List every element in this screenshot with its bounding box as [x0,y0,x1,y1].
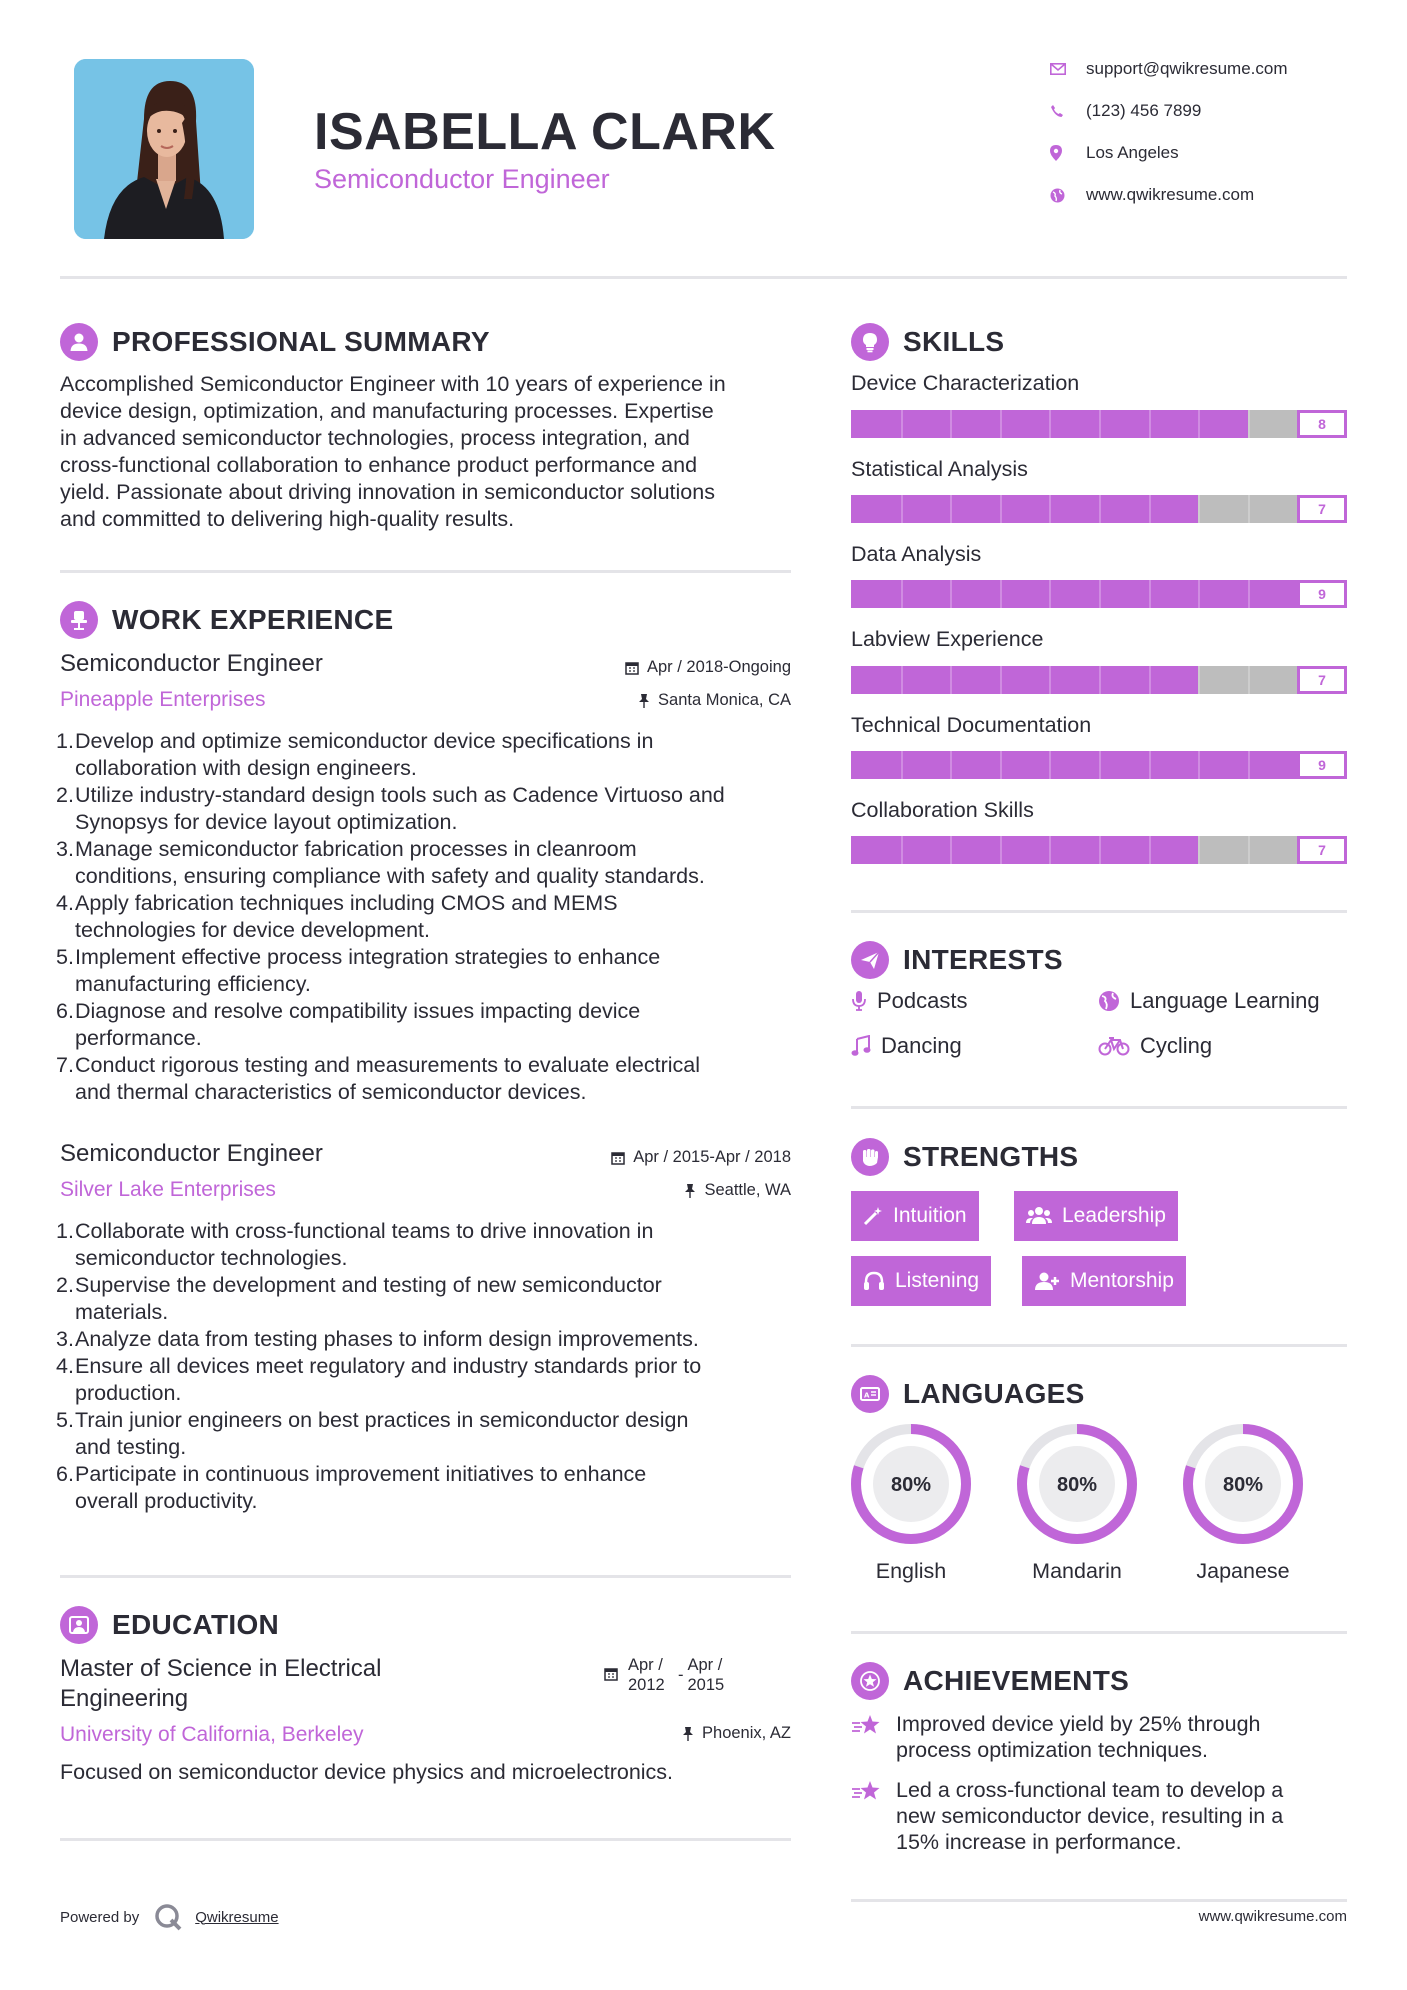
skill-label: Labview Experience [851,627,1044,651]
fist-icon [851,1138,889,1176]
achievements-header [851,1662,1129,1700]
skill-segment-divider [1049,410,1051,438]
skills-header [851,323,1004,361]
headphones-icon [863,1271,885,1291]
skill-segment-divider [1149,666,1151,694]
skill-segment-divider [1149,836,1151,864]
skill-segment-divider [1099,495,1101,523]
skill-segment-divider [1248,495,1250,523]
skill-bar [851,410,1347,438]
skill-value: 9 [1297,580,1347,608]
skill-bar [851,495,1347,523]
skill-segment-divider [1248,580,1250,608]
bicycle-icon [1098,1036,1130,1056]
skill-value: 7 [1297,666,1347,694]
language-ring [850,1423,972,1545]
skill-bar [851,580,1347,608]
skill-segment-divider [1049,580,1051,608]
skill-label: Technical Documentation [851,713,1092,737]
education-divider [60,1838,791,1841]
summary-line: yield. Passionate about driving innovation in semiconductor solutions [60,480,715,504]
list-item: 5. Implement effective process integration strategies to enhance manufacturing efficiency. [56,945,661,996]
music-note-icon [851,1035,871,1057]
strength-label: Intuition [893,1204,967,1227]
skill-segment-divider [1049,666,1051,694]
contact-website[interactable] [1050,185,1254,205]
skills-title: SKILLS [903,326,1005,357]
pushpin-icon [638,694,650,708]
degree-line: Engineering [60,1685,189,1712]
skill-segment-divider [901,666,903,694]
skills-divider [851,910,1347,913]
skill-segment-divider [1248,410,1250,438]
list-item: 1. Develop and optimize semiconductor device specifications in collaboration with design engineers. [56,729,654,780]
globe-icon [1050,188,1086,203]
summary-line: in advanced semiconductor technologies, process integration, and [60,426,690,450]
work-header [60,601,393,639]
job-1-company: Pineapple Enterprises [60,688,266,711]
footer-website[interactable]: www.qwikresume.com [1198,1908,1347,1925]
contact-location [1050,143,1179,163]
skill-segment-divider [1198,580,1200,608]
job-1-dates [625,658,791,677]
education-location-text: Phoenix, AZ [702,1724,791,1742]
skill-segment-divider [1149,495,1151,523]
graduation-icon [60,1606,98,1644]
job-1-location [638,691,791,710]
skill-label: Data Analysis [851,542,982,566]
list-item: 6. Participate in continuous improvement initiatives to enhance overall productivity. [56,1462,647,1513]
skill-segment-divider [1049,751,1051,779]
interest-label: Podcasts [877,988,968,1013]
footer-powered-by [60,1902,279,1932]
globe-icon [1098,990,1120,1012]
languages-title: LANGUAGES [903,1378,1085,1409]
interest-dancing [851,1033,962,1059]
skill-segment-divider [1000,751,1002,779]
lightbulb-icon [851,323,889,361]
job-2-duties [56,1218,796,1515]
user-plus-icon [1034,1271,1060,1291]
summary-header [60,323,490,361]
strength-label: Mentorship [1070,1269,1174,1292]
skill-segment-divider [1149,410,1151,438]
job-2-location [684,1181,791,1200]
skill-segment-divider [950,410,952,438]
email-text: support@qwikresume.com [1086,59,1288,78]
education-end: Apr / 2015 [687,1656,725,1694]
paper-plane-icon [851,941,889,979]
skill-value: 9 [1297,751,1347,779]
list-item: 3. Analyze data from testing phases to inform design improvements. [56,1327,699,1351]
strength-tag-intuition [851,1191,979,1241]
language-ring [1016,1423,1138,1545]
skill-segment-divider [950,666,952,694]
language-name: English [875,1559,947,1583]
skill-fill [851,666,1198,694]
list-item: 2. Utilize industry-standard design tools such as Cadence Virtuoso and Synopsys for device layout optimization. [56,783,725,834]
skill-bar [851,751,1347,779]
skill-segment-divider [1198,495,1200,523]
education-title: EDUCATION [112,1609,280,1640]
skill-segment-divider [950,751,952,779]
skill-segment-divider [950,836,952,864]
language-name: Japanese [1196,1559,1290,1583]
skill-segment-divider [1248,666,1250,694]
skill-bar [851,836,1347,864]
list-item: 5. Train junior engineers on best practices in semiconductor design and testing. [56,1408,689,1459]
interest-label: Cycling [1140,1033,1213,1058]
job-2-dates-text: Apr / 2015-Apr / 2018 [633,1148,791,1166]
degree-title [60,1654,381,1714]
strength-tag-mentorship [1022,1256,1186,1306]
list-item: 2. Supervise the development and testing of new semiconductor materials. [56,1273,662,1324]
education-header [60,1606,279,1644]
skill-segment-divider [1198,836,1200,864]
skill-segment-divider [1000,836,1002,864]
ring-percent-label: 80% [1056,1474,1098,1496]
skill-segment-divider [1049,836,1051,864]
svg-text:A: A [864,1391,870,1400]
microphone-icon [851,990,867,1012]
list-item: 6. Diagnose and resolve compatibility issues impacting device performance. [56,999,641,1050]
phone-text: (123) 456 7899 [1086,101,1202,120]
summary-text [60,371,800,533]
skill-segment-divider [1099,666,1101,694]
skill-segment-divider [1000,410,1002,438]
powered-by-text: Powered by [60,1908,140,1926]
language-card-icon [851,1375,889,1413]
skill-label: Statistical Analysis [851,457,1028,481]
skill-segment-divider [950,495,952,523]
interest-cycling [1098,1033,1212,1059]
work-title: WORK EXPERIENCE [112,604,394,635]
interest-language-learning [1098,988,1320,1014]
skill-segment-divider [1099,751,1101,779]
interest-label: Language Learning [1130,988,1320,1013]
strengths-divider [851,1344,1347,1347]
interest-label: Dancing [881,1033,962,1058]
skill-segment-divider [1149,580,1151,608]
interests-divider [851,1106,1347,1109]
pushpin-icon [684,1184,696,1198]
skill-segment-divider [1149,751,1151,779]
summary-line: cross-functional collaboration to enhance product performance and [60,453,698,477]
skill-label: Collaboration Skills [851,798,1034,822]
shooting-star-icon [851,1711,896,1763]
skill-segment-divider [1198,666,1200,694]
skill-fill [851,836,1198,864]
candidate-name: ISABELLA CLARK [314,103,776,161]
job-2-title: Semiconductor Engineer [60,1140,323,1167]
phone-icon [1050,104,1086,118]
education-dates [604,1655,724,1695]
skill-value: 7 [1297,836,1347,864]
list-item: 7. Conduct rigorous testing and measurements to evaluate electrical and thermal characteristics of semiconductor devices. [56,1053,701,1104]
ring-percent-label: 80% [1222,1474,1264,1496]
location-text: Los Angeles [1086,143,1179,162]
calendar-icon [611,1151,625,1165]
qwikresume-logo-icon [153,1902,183,1932]
achievement-text: Led a cross-functional team to develop a new semiconductor device, resulting in a 15% increase in performance. [896,1778,1284,1854]
list-item: 3. Manage semiconductor fabrication processes in cleanroom conditions, ensuring compliance with safety and quality standards. [56,837,705,888]
skill-segment-divider [1000,580,1002,608]
interest-podcasts [851,988,968,1014]
interests-title: INTERESTS [903,944,1063,975]
strength-label: Listening [895,1269,980,1292]
calendar-icon [604,1667,618,1681]
skill-segment-divider [1099,580,1101,608]
summary-divider [60,570,791,573]
achievement-item [851,1777,1347,1855]
skill-segment-divider [1000,495,1002,523]
strength-tag-listening [851,1256,991,1306]
achievements-title: ACHIEVEMENTS [903,1665,1130,1696]
contact-phone[interactable] [1050,101,1201,121]
summary-line: Accomplished Semiconductor Engineer with 10 years of experience in [60,372,726,396]
ring-percent-label: 80% [890,1474,932,1496]
list-item: 1. Collaborate with cross-functional teams to drive innovation in semiconductor technologies. [56,1219,654,1270]
mail-icon [1050,63,1086,75]
website-text: www.qwikresume.com [1086,185,1255,204]
summary-line: device design, optimization, and manufacturing processes. Expertise [60,399,714,423]
languages-header [851,1375,1085,1413]
calendar-icon [625,661,639,675]
user-icon [60,323,98,361]
strengths-header [851,1138,1078,1176]
language-name: Mandarin [1032,1559,1122,1583]
strength-tag-leadership [1014,1191,1178,1241]
skill-segment-divider [901,410,903,438]
shooting-star-icon [851,1777,896,1855]
skill-bar [851,666,1347,694]
users-icon [1026,1206,1052,1226]
skill-value: 7 [1297,495,1347,523]
skill-segment-divider [1198,751,1200,779]
interests-header [851,941,1063,979]
achievement-text: Improved device yield by 25% through process optimization techniques. [896,1712,1261,1762]
education-description: Focused on semiconductor device physics and microelectronics. [60,1760,674,1784]
chair-icon [60,601,98,639]
degree-line: Master of Science in Electrical [60,1655,382,1682]
job-1-location-text: Santa Monica, CA [658,691,791,709]
achievement-item [851,1711,1347,1763]
qwikresume-link[interactable]: Qwikresume [195,1908,279,1926]
job-1-title: Semiconductor Engineer [60,650,323,677]
list-item: 4. Ensure all devices meet regulatory and industry standards prior to production. [56,1354,702,1405]
magic-wand-icon [863,1206,883,1226]
pushpin-icon [682,1727,694,1741]
skill-segment-divider [1000,666,1002,694]
language-ring [1182,1423,1304,1545]
list-item: 4. Apply fabrication techniques including CMOS and MEMS technologies for device development. [56,891,618,942]
candidate-role: Semiconductor Engineer [314,164,610,194]
job-1-duties [56,728,796,1106]
contact-email[interactable] [1050,59,1288,79]
skill-segment-divider [1198,410,1200,438]
job-1-dates-text: Apr / 2018-Ongoing [646,658,791,676]
skill-label: Device Characterization [851,371,1080,395]
skill-segment-divider [1248,751,1250,779]
summary-line: and committed to delivering high-quality results. [60,507,515,531]
skill-segment-divider [1099,836,1101,864]
skill-segment-divider [901,580,903,608]
skill-fill [851,751,1297,779]
achievements-divider [851,1899,1347,1902]
map-pin-icon [1050,145,1086,161]
skill-fill [851,495,1198,523]
skill-segment-divider [1049,495,1051,523]
strengths-title: STRENGTHS [903,1141,1079,1172]
star-badge-icon [851,1662,889,1700]
education-date-dash: - [678,1666,684,1684]
school-name: University of California, Berkeley [60,1723,364,1746]
strength-label: Leadership [1062,1204,1166,1227]
skill-segment-divider [901,495,903,523]
job-2-dates [611,1148,791,1167]
work-divider [60,1575,791,1578]
skill-segment-divider [1248,836,1250,864]
education-location [682,1724,791,1743]
skill-fill [851,580,1297,608]
header-divider [60,276,1347,279]
profile-photo [74,59,254,239]
skill-segment-divider [901,836,903,864]
skill-value: 8 [1297,410,1347,438]
education-start: Apr / 2012 [628,1656,665,1694]
job-2-location-text: Seattle, WA [704,1181,791,1199]
skill-segment-divider [1099,410,1101,438]
languages-divider [851,1631,1347,1634]
summary-title: PROFESSIONAL SUMMARY [112,326,490,357]
skill-segment-divider [950,580,952,608]
skill-segment-divider [901,751,903,779]
job-2-company: Silver Lake Enterprises [60,1178,276,1201]
